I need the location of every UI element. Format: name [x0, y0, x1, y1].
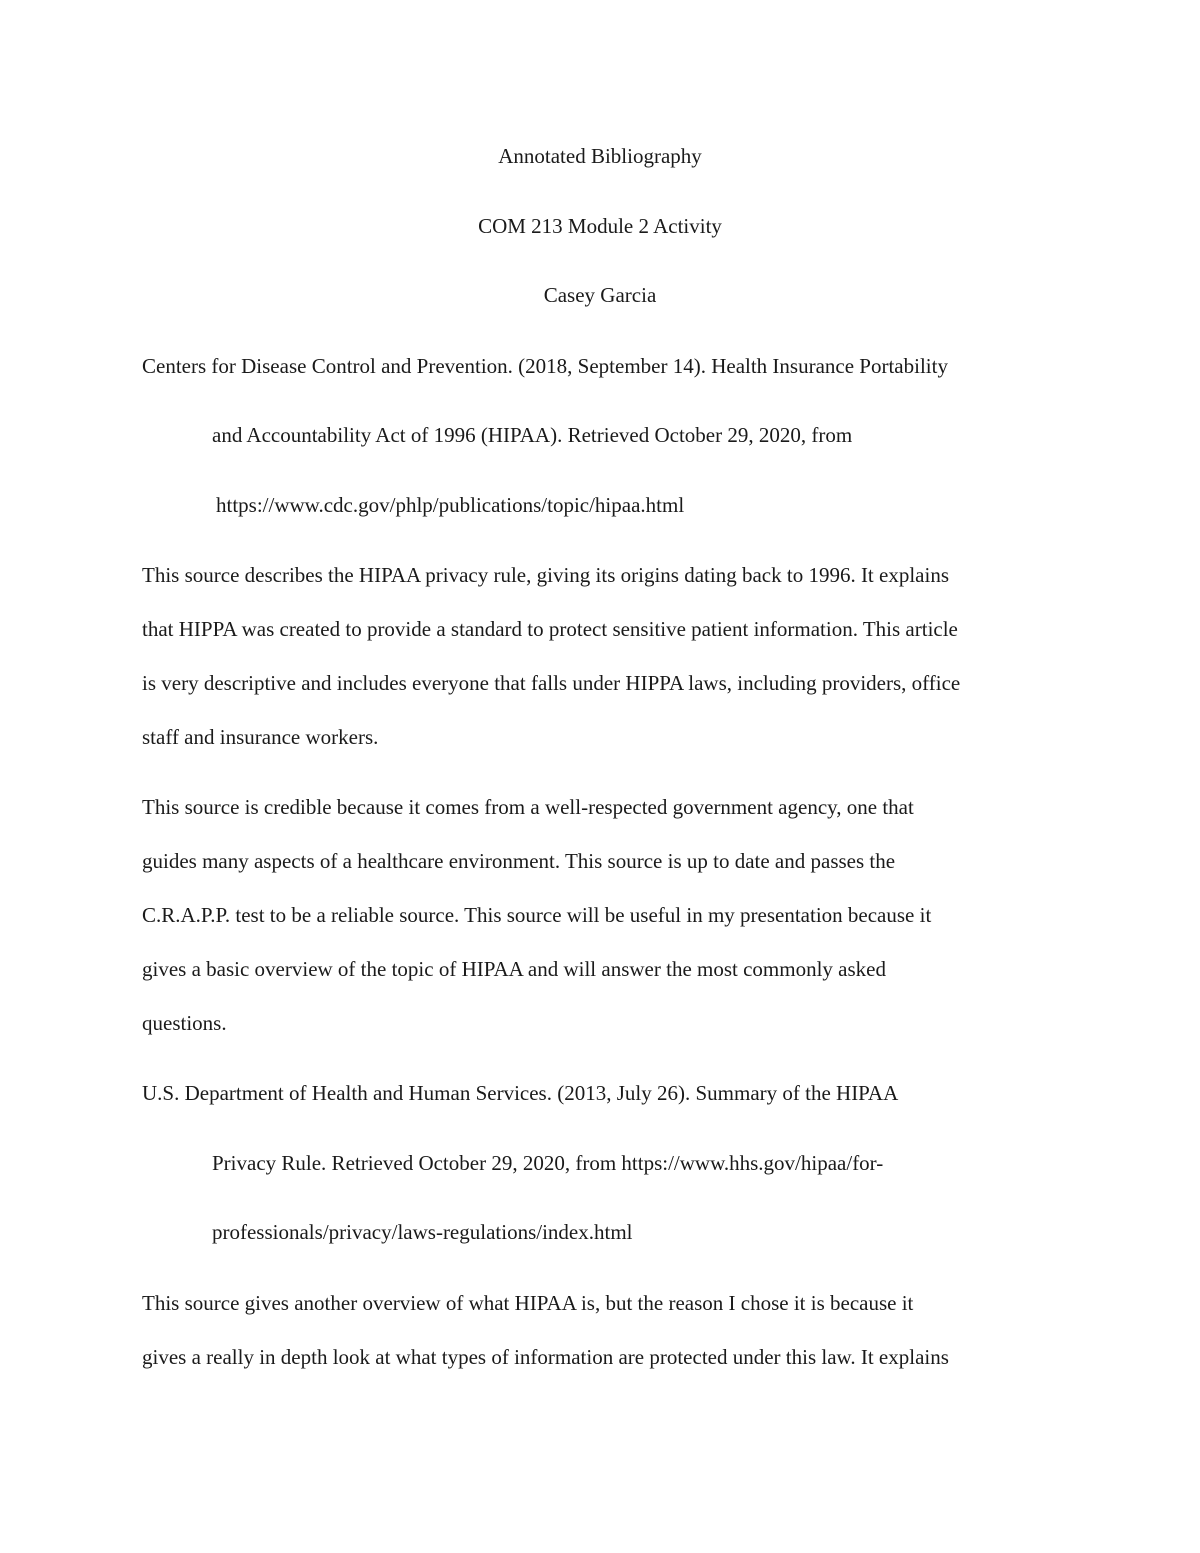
summary-1-line-3: is very descriptive and includes everyone that falls under HIPPA laws, including providers, office: [142, 671, 961, 695]
evaluation-1-line-3: C.R.A.P.P. test to be a reliable source. This source will be useful in my presentation because it: [142, 903, 932, 927]
course-line: COM 213 Module 2 Activity: [478, 214, 722, 238]
summary-2-line-2: gives a really in depth look at what types of information are protected under this law. It explains: [142, 1345, 949, 1369]
citation-1-line-1: Centers for Disease Control and Prevention. (2018, September 14). Health Insurance Portability: [142, 354, 948, 378]
author-name: Casey Garcia: [543, 283, 657, 307]
summary-1-line-1: This source describes the HIPAA privacy rule, giving its origins dating back to 1996. It explains: [142, 563, 950, 587]
evaluation-1-line-5: questions.: [142, 1011, 227, 1035]
evaluation-1-line-4: gives a basic overview of the topic of HIPAA and will answer the most commonly asked: [142, 957, 886, 981]
evaluation-1-line-1: This source is credible because it comes from a well-respected government agency, one that: [142, 795, 914, 819]
evaluation-1-line-2: guides many aspects of a healthcare environment. This source is up to date and passes the: [142, 849, 896, 873]
citation-2-line-3: professionals/privacy/laws-regulations/index.html: [212, 1220, 633, 1244]
citation-2-line-2: Privacy Rule. Retrieved October 29, 2020, from https://www.hhs.gov/hipaa/for-: [212, 1151, 884, 1175]
summary-2-line-1: This source gives another overview of what HIPAA is, but the reason I chose it is because it: [142, 1291, 914, 1315]
citation-2-line-1: U.S. Department of Health and Human Services. (2013, July 26). Summary of the HIPAA: [142, 1081, 899, 1105]
summary-1-line-2: that HIPPA was created to provide a standard to protect sensitive patient information. This article: [142, 617, 958, 641]
document-title: Annotated Bibliography: [498, 144, 702, 168]
citation-1-line-2: and Accountability Act of 1996 (HIPAA). Retrieved October 29, 2020, from: [212, 423, 853, 447]
citation-1-url: https://www.cdc.gov/phlp/publications/topic/hipaa.html: [216, 493, 685, 517]
summary-1-line-4: staff and insurance workers.: [142, 725, 379, 749]
